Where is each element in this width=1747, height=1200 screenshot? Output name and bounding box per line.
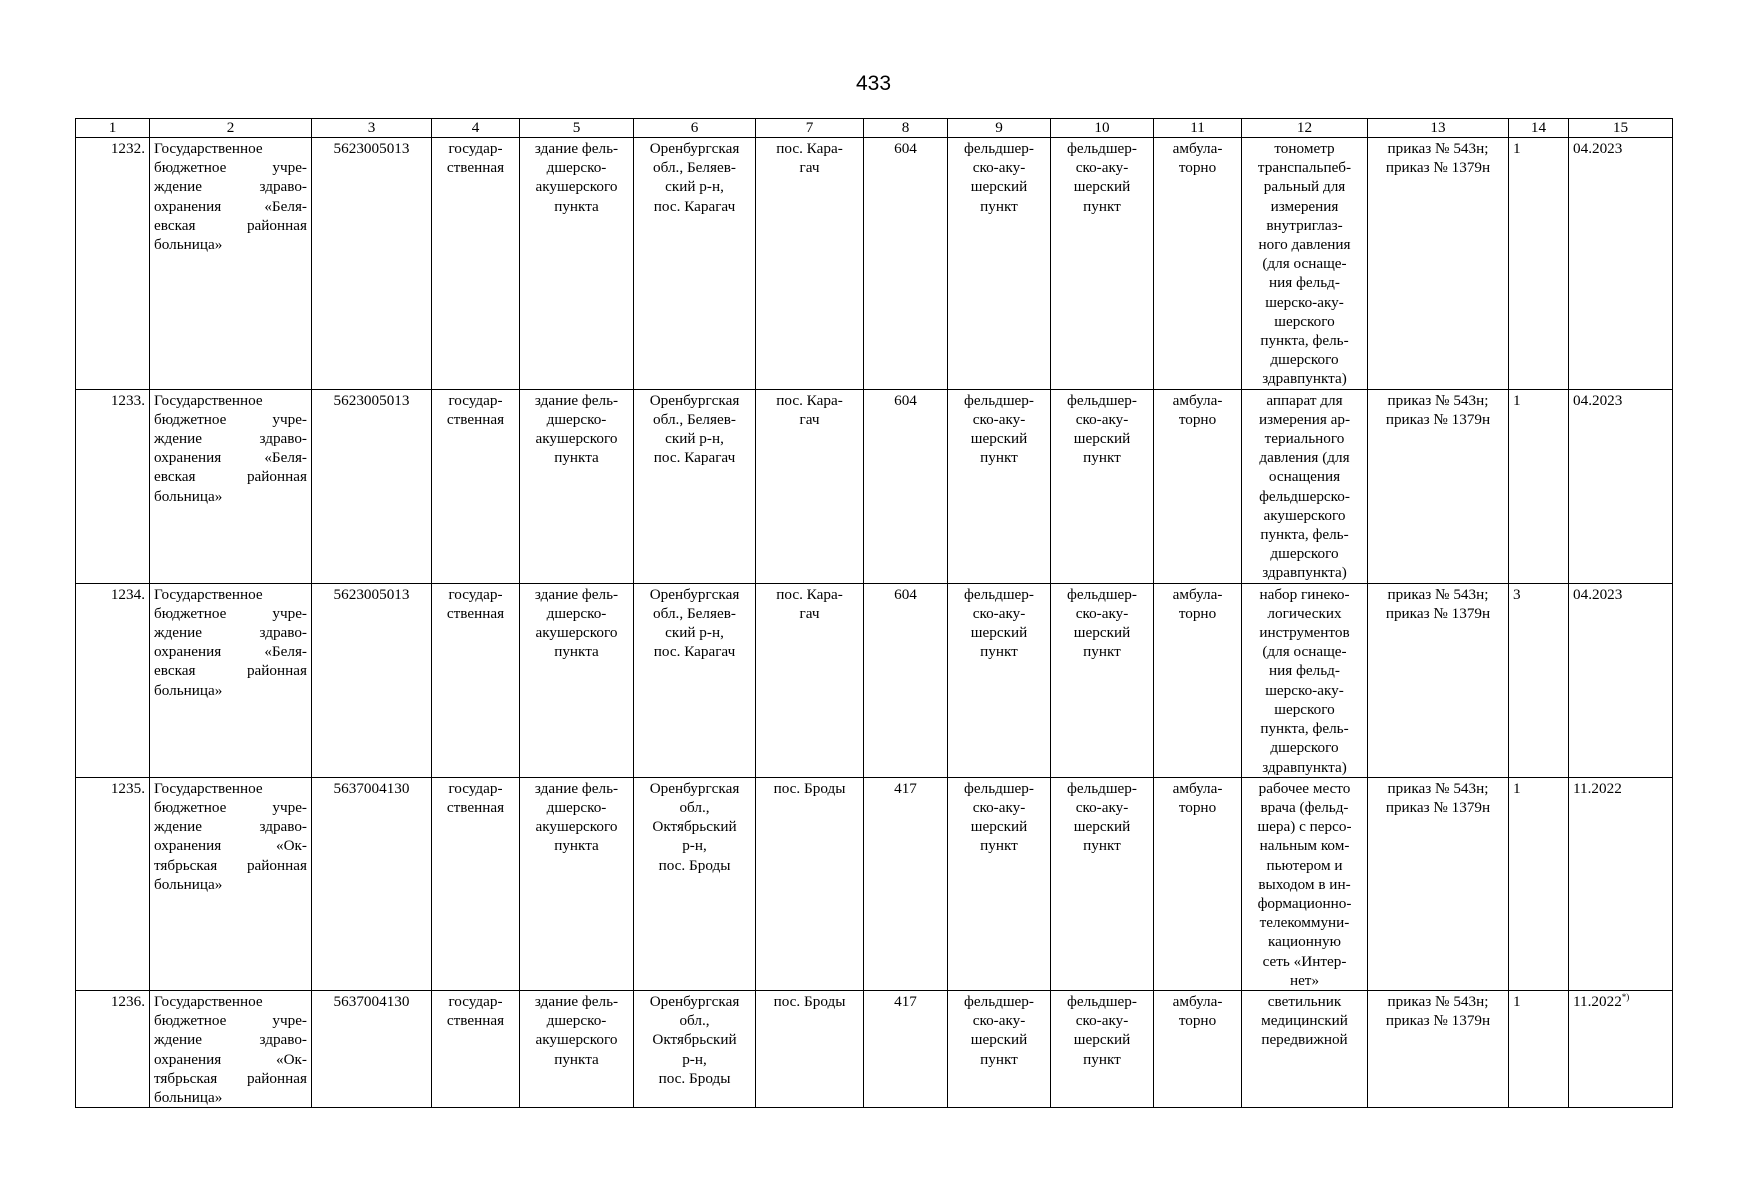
column-header: 2 <box>150 119 312 138</box>
column-header: 11 <box>1154 119 1242 138</box>
column-header: 9 <box>948 119 1051 138</box>
equipment-name: аппарат для измерения ар- териального давления (для оснащения фельдшерско- акушерского пункта, фель- дшерского здравпункта) <box>1242 389 1368 583</box>
ownership-form: государ- ственная <box>432 389 520 583</box>
column-number-row <box>76 119 1673 138</box>
row-number: 1236. <box>76 990 150 1107</box>
equipment-name: светильник медицинский передвижной <box>1242 990 1368 1107</box>
table-row <box>76 138 1673 390</box>
inn: 5623005013 <box>312 583 432 777</box>
building-type: здание фель- дшерско- акушерского пункта <box>520 138 634 390</box>
ownership-form: государ- ственная <box>432 583 520 777</box>
regulatory-orders: приказ № 543н; приказ № 1379н <box>1368 990 1509 1107</box>
address: Оренбургская обл., Беляев- ский р-н, пос. Карагач <box>634 138 756 390</box>
population: 604 <box>864 389 948 583</box>
population: 417 <box>864 990 948 1107</box>
delivery-date-value: 04.2023 <box>1573 585 1623 603</box>
unit-type: фельдшер- ско-аку- шерский пункт <box>1051 777 1154 990</box>
inn: 5637004130 <box>312 990 432 1107</box>
locality: пос. Броды <box>756 990 864 1107</box>
table-row <box>76 990 1673 1107</box>
column-header: 10 <box>1051 119 1154 138</box>
care-conditions: амбула- торно <box>1154 138 1242 390</box>
row-number: 1235. <box>76 777 150 990</box>
delivery-date <box>1569 990 1673 1107</box>
facility-type: фельдшер- ско-аку- шерский пункт <box>948 389 1051 583</box>
facility-type: фельдшер- ско-аку- шерский пункт <box>948 990 1051 1107</box>
regulatory-orders: приказ № 543н; приказ № 1379н <box>1368 777 1509 990</box>
organization-name: Государственное бюджетное учре-ждение здраво-охранения «Ок-тябрьская районная больница» <box>150 777 312 990</box>
delivery-date <box>1569 583 1673 777</box>
population: 417 <box>864 777 948 990</box>
address: Оренбургская обл., Беляев- ский р-н, пос. Карагач <box>634 389 756 583</box>
column-header: 7 <box>756 119 864 138</box>
regulatory-orders: приказ № 543н; приказ № 1379н <box>1368 389 1509 583</box>
quantity: 3 <box>1509 583 1569 777</box>
unit-type: фельдшер- ско-аку- шерский пункт <box>1051 389 1154 583</box>
delivery-date <box>1569 138 1673 390</box>
table-row <box>76 389 1673 583</box>
ownership-form: государ- ственная <box>432 138 520 390</box>
delivery-date-value: 04.2023 <box>1573 140 1623 157</box>
address: Оренбургская обл., Октябрьский р-н, пос. Броды <box>634 777 756 990</box>
facility-type: фельдшер- ско-аку- шерский пункт <box>948 583 1051 777</box>
address: Оренбургская обл., Октябрьский р-н, пос. Броды <box>634 990 756 1107</box>
quantity: 1 <box>1509 138 1569 390</box>
inn: 5623005013 <box>312 138 432 390</box>
footnote-marker: *) <box>1621 991 1630 1002</box>
equipment-name: набор гинеко- логических инструментов (для оснаще- ния фельд- шерско-аку- шерского пункта, фель- дшерского здравпункта) <box>1242 583 1368 777</box>
unit-type: фельдшер- ско-аку- шерский пункт <box>1051 990 1154 1107</box>
delivery-date <box>1569 777 1673 990</box>
column-header: 1 <box>76 119 150 138</box>
building-type: здание фель- дшерско- акушерского пункта <box>520 990 634 1107</box>
delivery-date-value: 11.2022 <box>1573 992 1622 1010</box>
facility-type: фельдшер- ско-аку- шерский пункт <box>948 138 1051 390</box>
column-header: 14 <box>1509 119 1569 138</box>
column-header: 15 <box>1569 119 1673 138</box>
row-number: 1234. <box>76 583 150 777</box>
organization-name: Государственное бюджетное учре-ждение здраво-охранения «Ок-тябрьская районная больница» <box>150 990 312 1107</box>
page-number: 433 <box>855 72 892 95</box>
care-conditions: амбула- торно <box>1154 583 1242 777</box>
facility-type: фельдшер- ско-аку- шерский пункт <box>948 777 1051 990</box>
row-number: 1233. <box>76 389 150 583</box>
care-conditions: амбула- торно <box>1154 777 1242 990</box>
column-header: 6 <box>634 119 756 138</box>
regulatory-orders: приказ № 543н; приказ № 1379н <box>1368 138 1509 390</box>
quantity: 1 <box>1509 389 1569 583</box>
table-row <box>76 777 1673 990</box>
equipment-registry-table <box>75 118 1673 1108</box>
quantity: 1 <box>1509 777 1569 990</box>
building-type: здание фель- дшерско- акушерского пункта <box>520 389 634 583</box>
delivery-date-value: 04.2023 <box>1573 391 1623 409</box>
address: Оренбургская обл., Беляев- ский р-н, пос. Карагач <box>634 583 756 777</box>
building-type: здание фель- дшерско- акушерского пункта <box>520 583 634 777</box>
locality: пос. Броды <box>756 777 864 990</box>
locality: пос. Кара- гач <box>756 389 864 583</box>
column-header: 4 <box>432 119 520 138</box>
column-header: 8 <box>864 119 948 138</box>
unit-type: фельдшер- ско-аку- шерский пункт <box>1051 583 1154 777</box>
delivery-date <box>1569 389 1673 583</box>
organization-name: Государственное бюджетное учре-ждение здраво-охранения «Беля-евская районная больница» <box>150 583 312 777</box>
column-header: 12 <box>1242 119 1368 138</box>
row-number: 1232. <box>76 138 150 390</box>
column-header: 5 <box>520 119 634 138</box>
population: 604 <box>864 583 948 777</box>
care-conditions: амбула- торно <box>1154 389 1242 583</box>
population: 604 <box>864 138 948 390</box>
equipment-name: тонометр транспальпеб- ральный для измерения внутриглаз- ного давления (для оснаще- ния фельд- шерско-аку- шерского пункта, фель- дшерского здравпункта) <box>1242 138 1368 390</box>
regulatory-orders: приказ № 543н; приказ № 1379н <box>1368 583 1509 777</box>
locality: пос. Кара- гач <box>756 138 864 390</box>
delivery-date-value: 11.2022 <box>1573 779 1622 797</box>
locality: пос. Кара- гач <box>756 583 864 777</box>
organization-name: Государственное бюджетное учре-ждение здраво-охранения «Беля-евская районная больница» <box>150 138 312 390</box>
column-header: 3 <box>312 119 432 138</box>
ownership-form: государ- ственная <box>432 777 520 990</box>
column-header: 13 <box>1368 119 1509 138</box>
building-type: здание фель- дшерско- акушерского пункта <box>520 777 634 990</box>
table-row <box>76 583 1673 777</box>
inn: 5637004130 <box>312 777 432 990</box>
inn: 5623005013 <box>312 389 432 583</box>
quantity: 1 <box>1509 990 1569 1107</box>
organization-name: Государственное бюджетное учре-ждение здраво-охранения «Беля-евская районная больница» <box>150 389 312 583</box>
ownership-form: государ- ственная <box>432 990 520 1107</box>
care-conditions: амбула- торно <box>1154 990 1242 1107</box>
unit-type: фельдшер- ско-аку- шерский пункт <box>1051 138 1154 390</box>
equipment-name: рабочее место врача (фельд- шера) с персо- нальным ком- пьютером и выходом в ин- формационно- телекоммуни- кационную сеть «Интер- нет» <box>1242 777 1368 990</box>
